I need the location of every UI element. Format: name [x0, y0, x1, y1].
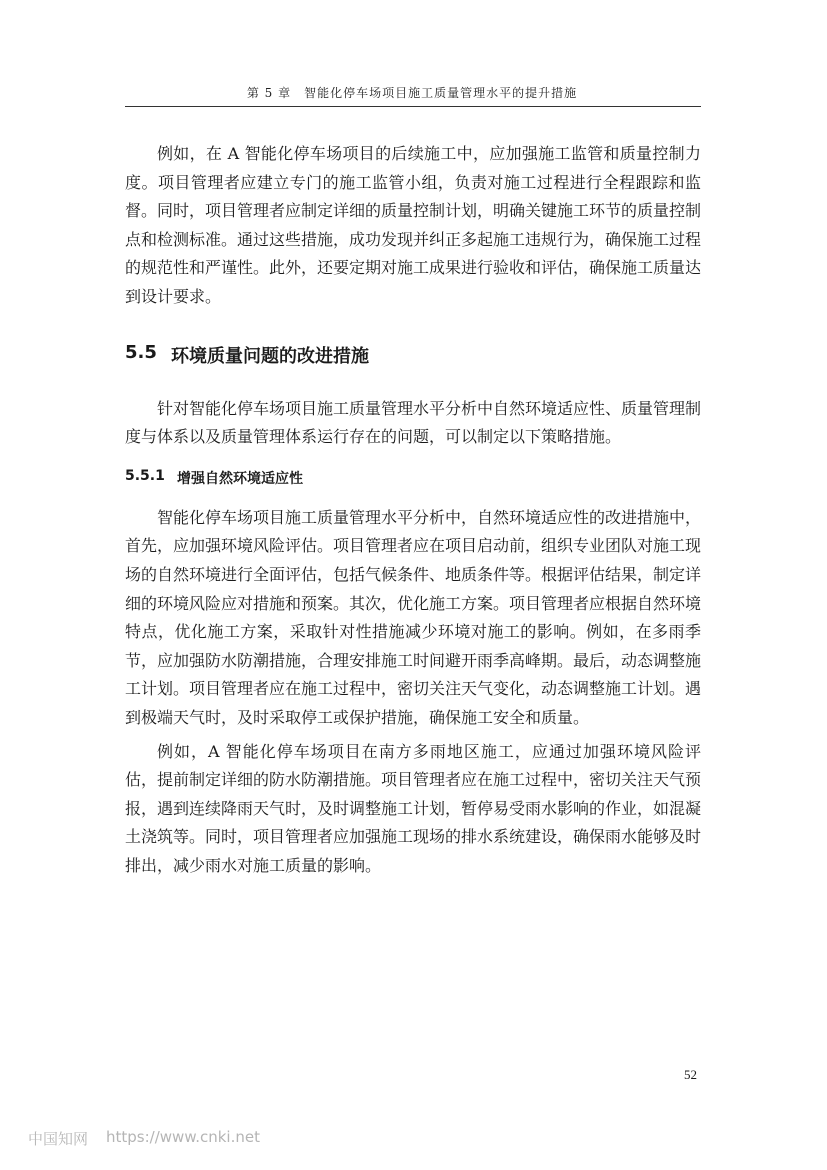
subsection-title: 增强自然环境适应性 — [177, 470, 303, 487]
page-number: 52 — [684, 1067, 697, 1082]
section-number: 5.5 — [125, 341, 157, 363]
subsection-heading — [125, 468, 701, 488]
cnki-watermark — [28, 1128, 260, 1149]
watermark-brand: 中国知网 — [28, 1130, 89, 1148]
section-intro-paragraph: 针对智能化停车场项目施工质量管理水平分析中自然环境适应性、质量管理制度与体系以及质量管理体系运行存在的问题，可以制定以下策略措施。 — [125, 398, 702, 447]
page-body — [125, 140, 701, 880]
header-divider — [125, 106, 701, 107]
subsection-number: 5.5.1 — [125, 467, 165, 484]
body-paragraph: 例如，A 智能化停车场项目在南方多雨地区施工，应通过加强环境风险评估，提前制定详细的防水防潮措施。项目管理者应在施工过程中，密切关注天气预报，遇到连续降雨天气时，及时调整施工计划，暂停易受雨水影响的作业，如混凝土浇筑等。同时，项目管理者应加强施工现场的排水系统建设，确保雨水能够及时排出，减少雨水对施工质量的影响。 — [125, 741, 702, 875]
body-paragraph: 智能化停车场项目施工质量管理水平分析中，自然环境适应性的改进措施中，首先，应加强环境风险评估。项目管理者应在项目启动前，组织专业团队对施工现场的自然环境进行全面评估，包括气候条件、地质条件等。根据评估结果，制定详细的环境风险应对措施和预案。其次，优化施工方案。项目管理者应根据自然环境特点，优化施工方案，采取针对性措施减少环境对施工的影响。例如，在多雨季节，应加强防水防潮措施，合理安排施工时间避开雨季高峰期。最后，动态调整施工计划。项目管理者应在施工过程中，密切关注天气变化，动态调整施工计划。遇到极端天气时，及时采取停工或保护措施，确保施工安全和质量。 — [125, 507, 702, 727]
watermark-url: https://www.cnki.net — [106, 1128, 260, 1146]
body-paragraph: 例如，在 A 智能化停车场项目的后续施工中，应加强施工监管和质量控制力度。项目管理者应建立专门的施工监管小组，负责对施工过程进行全程跟踪和监督。同时，项目管理者应制定详细的质量控制计划，明确关键施工环节的质量控制点和检测标准。通过这些措施，成功发现并纠正多起施工违规行为，确保施工过程的规范性和严谨性。此外，还要定期对施工成果进行验收和评估，确保施工质量达到设计要求。 — [125, 144, 702, 306]
section-title: 环境质量问题的改进措施 — [171, 345, 369, 367]
running-header: 第 5 章 智能化停车场项目施工质量管理水平的提升措施 — [246, 86, 578, 100]
section-heading — [125, 342, 701, 368]
